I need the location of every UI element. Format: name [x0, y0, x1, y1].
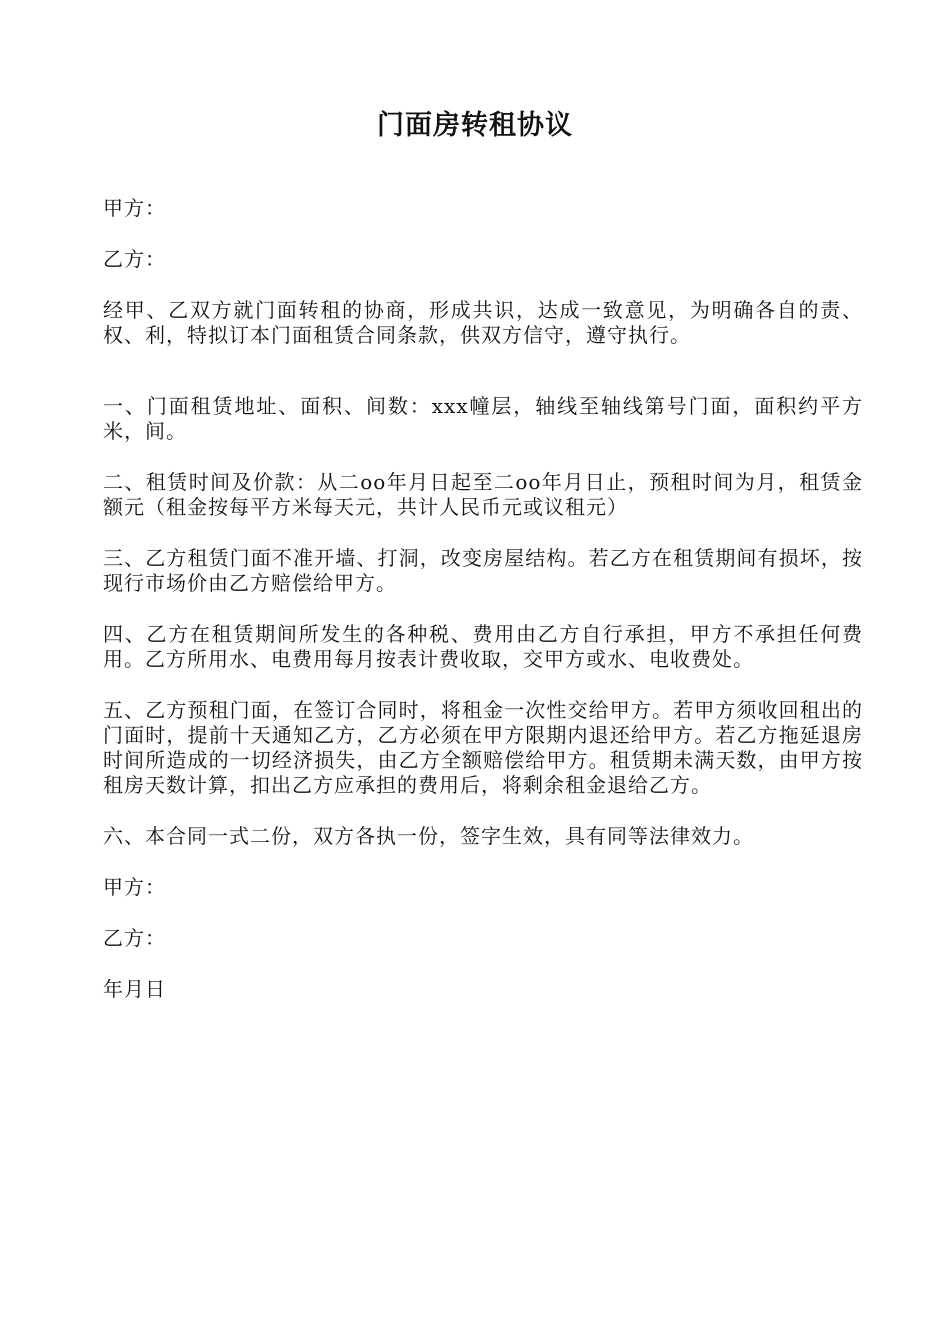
document-title: 门面房转租协议 [377, 110, 573, 141]
signature-party-a: 甲方： [103, 875, 166, 899]
clause-4: 四、乙方在租赁期间所发生的各种税、费用由乙方自行承担，甲方不承担任何费用。乙方所用水、电费用每月按表计费收取，交甲方或水、电收费处。 [103, 622, 863, 671]
preamble-paragraph: 经甲、乙双方就门面转租的协商，形成共识，达成一致意见，为明确各自的责、权、利，特拟订本门面租赁合同条款，供双方信守，遵守执行。 [103, 298, 863, 347]
party-b-line: 乙方： [103, 247, 166, 271]
signature-party-b: 乙方： [103, 926, 166, 950]
party-a-line: 甲方： [103, 196, 166, 220]
clause-2: 二、租赁时间及价款：从二oo年月日起至二oo年月日止，预租时间为月，租赁金额元（租金按每平方米每天元，共计人民币元或议租元） [103, 470, 863, 519]
clause-5: 五、乙方预租门面，在签订合同时，将租金一次性交给甲方。若甲方须收回租出的门面时，提前十天通知乙方，乙方必须在甲方限期内退还给甲方。若乙方拖延退房时间所造成的一切经济损失，由乙方全额赔偿给甲方。租赁期未满天数，由甲方按租房天数计算，扣出乙方应承担的费用后，将剩余租金退给乙方。 [103, 698, 863, 797]
clause-1: 一、门面租赁地址、面积、间数：xxx幢层，轴线至轴线第号门面，面积约平方米，间。 [103, 394, 863, 443]
signature-date: 年月日 [103, 977, 166, 1001]
clause-3: 三、乙方租赁门面不准开墙、打洞，改变房屋结构。若乙方在租赁期间有损坏，按现行市场价由乙方赔偿给甲方。 [103, 546, 863, 595]
clause-6: 六、本合同一式二份，双方各执一份，签字生效，具有同等法律效力。 [103, 824, 754, 848]
document-body [103, 196, 863, 1028]
